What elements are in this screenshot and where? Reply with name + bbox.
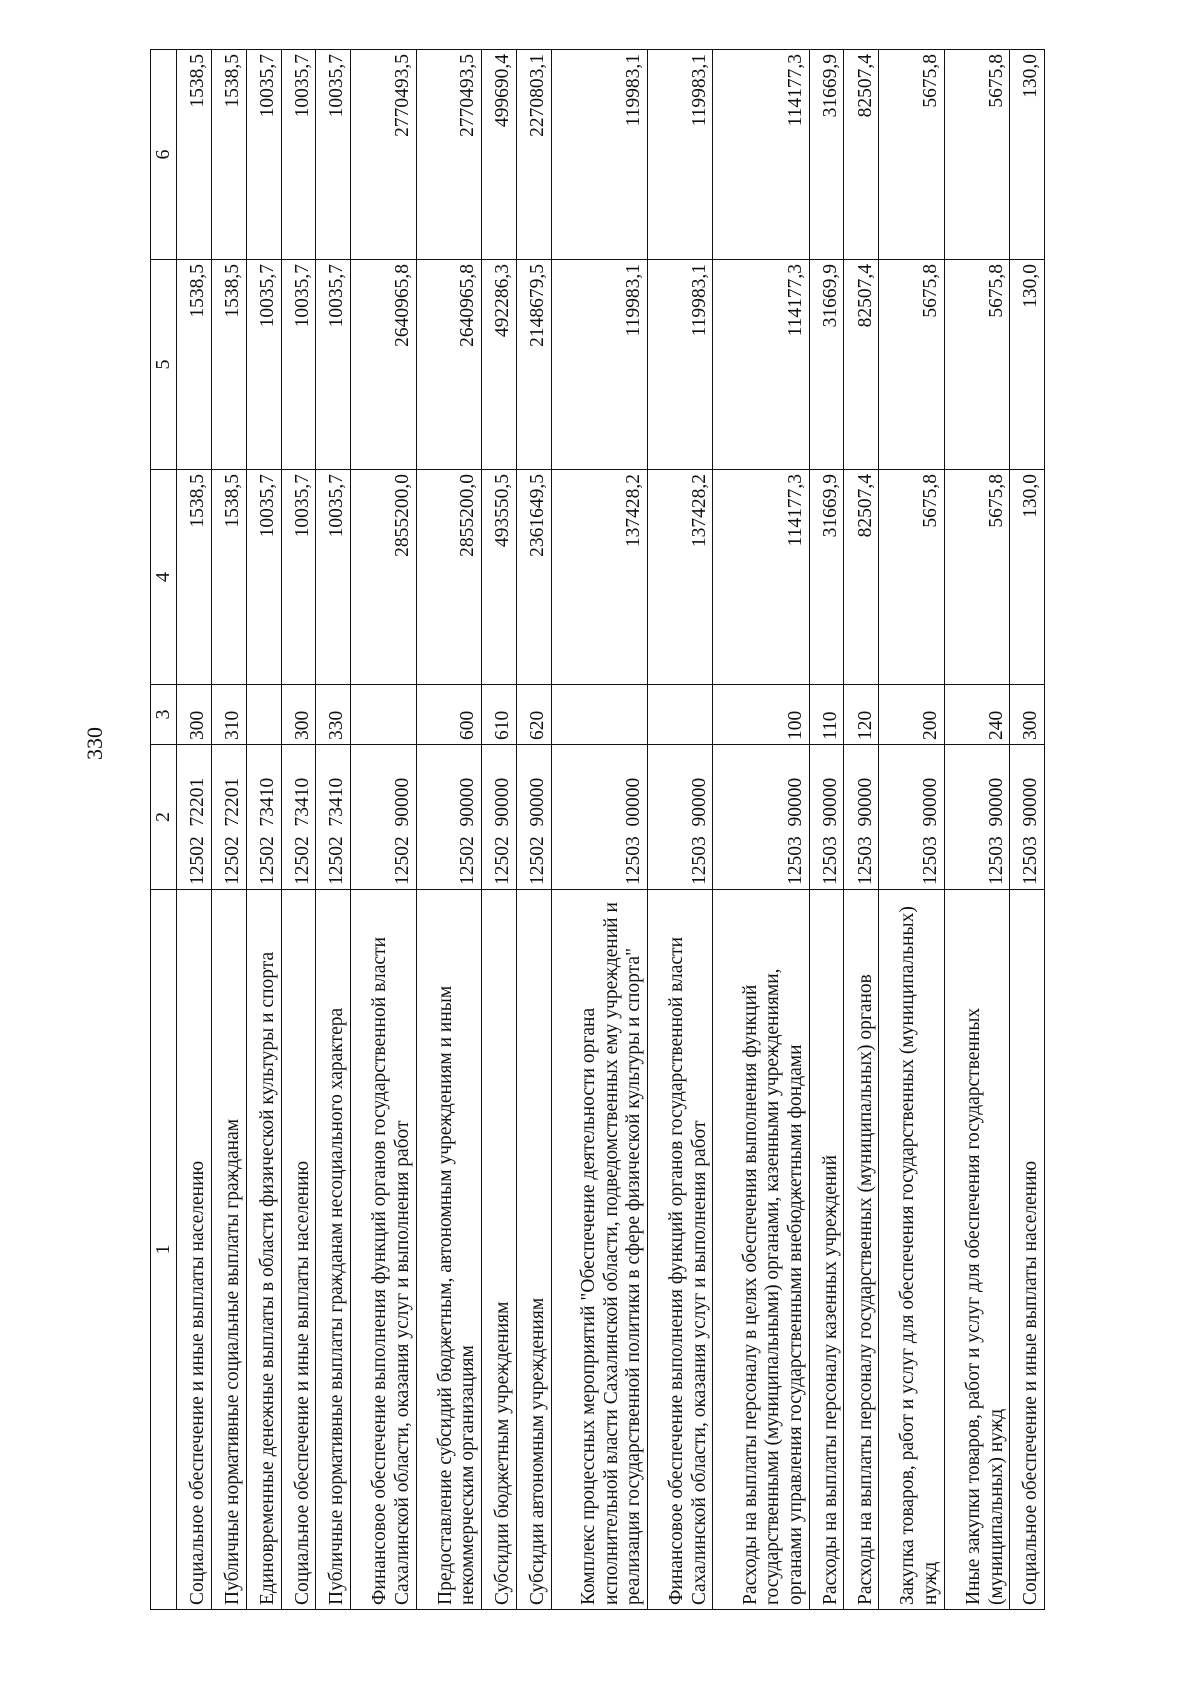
row-value-col6: 10035,7 xyxy=(246,50,281,260)
row-value-col6: 2770493,5 xyxy=(351,50,417,260)
row-value-col5: 130,0 xyxy=(1010,260,1045,470)
table-row xyxy=(647,50,713,1610)
table-body xyxy=(177,50,1045,1610)
row-expense-type: 310 xyxy=(211,685,246,745)
table-row xyxy=(516,50,551,1610)
row-value-col6: 82507,4 xyxy=(844,50,879,260)
row-name: Публичные нормативные выплаты гражданам несоциального характера xyxy=(316,890,351,1610)
row-name: Субсидии бюджетным учреждениям xyxy=(482,890,517,1610)
header-col-1: 1 xyxy=(151,890,177,1610)
row-expense-type: 610 xyxy=(482,685,517,745)
row-expense-type: 100 xyxy=(713,685,809,745)
row-value-col6: 10035,7 xyxy=(281,50,316,260)
table-row xyxy=(551,50,647,1610)
row-value-col4: 31669,9 xyxy=(809,470,844,685)
row-expense-type xyxy=(551,685,647,745)
row-value-col4: 10035,7 xyxy=(246,470,281,685)
row-value-col4: 82507,4 xyxy=(844,470,879,685)
row-name: Расходы на выплаты персоналу государственных (муниципальных) органов xyxy=(844,890,879,1610)
row-code: 12503 00000 xyxy=(551,745,647,890)
table-row xyxy=(809,50,844,1610)
header-col-4: 4 xyxy=(151,470,177,685)
row-value-col4: 10035,7 xyxy=(316,470,351,685)
page-number: 330 xyxy=(82,727,107,760)
row-code: 12503 90000 xyxy=(647,745,713,890)
row-value-col5: 10035,7 xyxy=(246,260,281,470)
row-name: Комплекс процессных мероприятий "Обеспечение деятельности органа исполнительной власти Сахалинской области, подведомственных ему учреждений и реализация государственной политики в сфере физической культуры и спорта" xyxy=(551,890,647,1610)
row-code: 12502 72201 xyxy=(211,745,246,890)
row-value-col4: 2855200,0 xyxy=(416,470,482,685)
table-row xyxy=(177,50,212,1610)
row-value-col6: 10035,7 xyxy=(316,50,351,260)
row-expense-type: 240 xyxy=(944,685,1010,745)
row-expense-type: 330 xyxy=(316,685,351,745)
table-row xyxy=(351,50,417,1610)
table-row xyxy=(416,50,482,1610)
row-name: Единовременные денежные выплаты в области физической культуры и спорта xyxy=(246,890,281,1610)
row-code: 12502 73410 xyxy=(246,745,281,890)
row-value-col4: 1538,5 xyxy=(211,470,246,685)
header-row xyxy=(151,50,177,1610)
row-expense-type xyxy=(351,685,417,745)
row-value-col5: 10035,7 xyxy=(316,260,351,470)
header-col-5: 5 xyxy=(151,260,177,470)
row-code: 12502 90000 xyxy=(416,745,482,890)
row-value-col6: 119983,1 xyxy=(551,50,647,260)
row-value-col4: 5675,8 xyxy=(944,470,1010,685)
row-expense-type xyxy=(246,685,281,745)
row-value-col5: 119983,1 xyxy=(647,260,713,470)
row-value-col6: 2270803,1 xyxy=(516,50,551,260)
table-row xyxy=(1010,50,1045,1610)
row-value-col5: 2640965,8 xyxy=(351,260,417,470)
row-value-col5: 31669,9 xyxy=(809,260,844,470)
row-value-col4: 10035,7 xyxy=(281,470,316,685)
row-value-col6: 2770493,5 xyxy=(416,50,482,260)
row-name: Закупка товаров, работ и услуг для обеспечения государственных (муниципальных) нужд xyxy=(879,890,945,1610)
table-row xyxy=(713,50,809,1610)
row-code: 12502 73410 xyxy=(281,745,316,890)
row-code: 12502 73410 xyxy=(316,745,351,890)
row-value-col4: 130,0 xyxy=(1010,470,1045,685)
row-value-col6: 119983,1 xyxy=(647,50,713,260)
row-name: Предоставление субсидий бюджетным, автономным учреждениям и иным некоммерческим организациям xyxy=(416,890,482,1610)
row-value-col6: 1538,5 xyxy=(211,50,246,260)
table-row xyxy=(281,50,316,1610)
row-code: 12503 90000 xyxy=(809,745,844,890)
table-row xyxy=(879,50,945,1610)
row-name: Социальное обеспечение и иные выплаты населению xyxy=(177,890,212,1610)
row-value-col4: 114177,3 xyxy=(713,470,809,685)
row-expense-type: 600 xyxy=(416,685,482,745)
row-name: Субсидии автономным учреждениям xyxy=(516,890,551,1610)
row-code: 12502 90000 xyxy=(516,745,551,890)
row-code: 12503 90000 xyxy=(713,745,809,890)
table-row xyxy=(211,50,246,1610)
row-name: Социальное обеспечение и иные выплаты населению xyxy=(281,890,316,1610)
row-value-col5: 2148679,5 xyxy=(516,260,551,470)
row-value-col6: 1538,5 xyxy=(177,50,212,260)
table-row xyxy=(844,50,879,1610)
row-value-col5: 1538,5 xyxy=(177,260,212,470)
header-col-6: 6 xyxy=(151,50,177,260)
row-name: Расходы на выплаты персоналу казенных учреждений xyxy=(809,890,844,1610)
row-expense-type: 620 xyxy=(516,685,551,745)
row-code: 12503 90000 xyxy=(879,745,945,890)
row-value-col5: 5675,8 xyxy=(944,260,1010,470)
row-value-col5: 119983,1 xyxy=(551,260,647,470)
row-value-col4: 137428,2 xyxy=(647,470,713,685)
header-col-2: 2 xyxy=(151,745,177,890)
row-value-col6: 5675,8 xyxy=(879,50,945,260)
table-row xyxy=(944,50,1010,1610)
row-expense-type: 200 xyxy=(879,685,945,745)
header-col-3: 3 xyxy=(151,685,177,745)
row-value-col5: 10035,7 xyxy=(281,260,316,470)
budget-table-container xyxy=(150,50,1045,1610)
row-value-col4: 2361649,5 xyxy=(516,470,551,685)
row-value-col6: 114177,3 xyxy=(713,50,809,260)
row-expense-type: 300 xyxy=(177,685,212,745)
row-code: 12503 90000 xyxy=(944,745,1010,890)
row-value-col6: 31669,9 xyxy=(809,50,844,260)
row-code: 12503 90000 xyxy=(844,745,879,890)
row-expense-type: 110 xyxy=(809,685,844,745)
row-code: 12502 90000 xyxy=(351,745,417,890)
row-value-col5: 82507,4 xyxy=(844,260,879,470)
row-name: Финансовое обеспечение выполнения функций органов государственной власти Сахалинской области, оказания услуг и выполнения работ xyxy=(351,890,417,1610)
row-value-col5: 5675,8 xyxy=(879,260,945,470)
row-name: Публичные нормативные социальные выплаты гражданам xyxy=(211,890,246,1610)
budget-table xyxy=(150,49,1045,1610)
row-value-col5: 2640965,8 xyxy=(416,260,482,470)
row-expense-type: 300 xyxy=(281,685,316,745)
row-value-col6: 499690,4 xyxy=(482,50,517,260)
row-name: Иные закупки товаров, работ и услуг для обеспечения государственных (муниципальных) нужд xyxy=(944,890,1010,1610)
row-value-col6: 130,0 xyxy=(1010,50,1045,260)
table-row xyxy=(316,50,351,1610)
table-row xyxy=(482,50,517,1610)
row-name: Расходы на выплаты персоналу в целях обеспечения выполнения функций государственными (муниципальными) органами, казенными учреждениями, органами управления государственными внебюджетными фондами xyxy=(713,890,809,1610)
row-code: 12503 90000 xyxy=(1010,745,1045,890)
row-code: 12502 72201 xyxy=(177,745,212,890)
row-code: 12502 90000 xyxy=(482,745,517,890)
row-value-col4: 1538,5 xyxy=(177,470,212,685)
row-value-col4: 493550,5 xyxy=(482,470,517,685)
row-value-col4: 5675,8 xyxy=(879,470,945,685)
row-name: Социальное обеспечение и иные выплаты населению xyxy=(1010,890,1045,1610)
row-expense-type: 120 xyxy=(844,685,879,745)
row-value-col4: 2855200,0 xyxy=(351,470,417,685)
row-value-col5: 492286,3 xyxy=(482,260,517,470)
row-value-col4: 137428,2 xyxy=(551,470,647,685)
row-expense-type xyxy=(647,685,713,745)
row-value-col6: 5675,8 xyxy=(944,50,1010,260)
row-name: Финансовое обеспечение выполнения функций органов государственной власти Сахалинской области, оказания услуг и выполнения работ xyxy=(647,890,713,1610)
row-value-col5: 114177,3 xyxy=(713,260,809,470)
row-expense-type: 300 xyxy=(1010,685,1045,745)
row-value-col5: 1538,5 xyxy=(211,260,246,470)
table-row xyxy=(246,50,281,1610)
